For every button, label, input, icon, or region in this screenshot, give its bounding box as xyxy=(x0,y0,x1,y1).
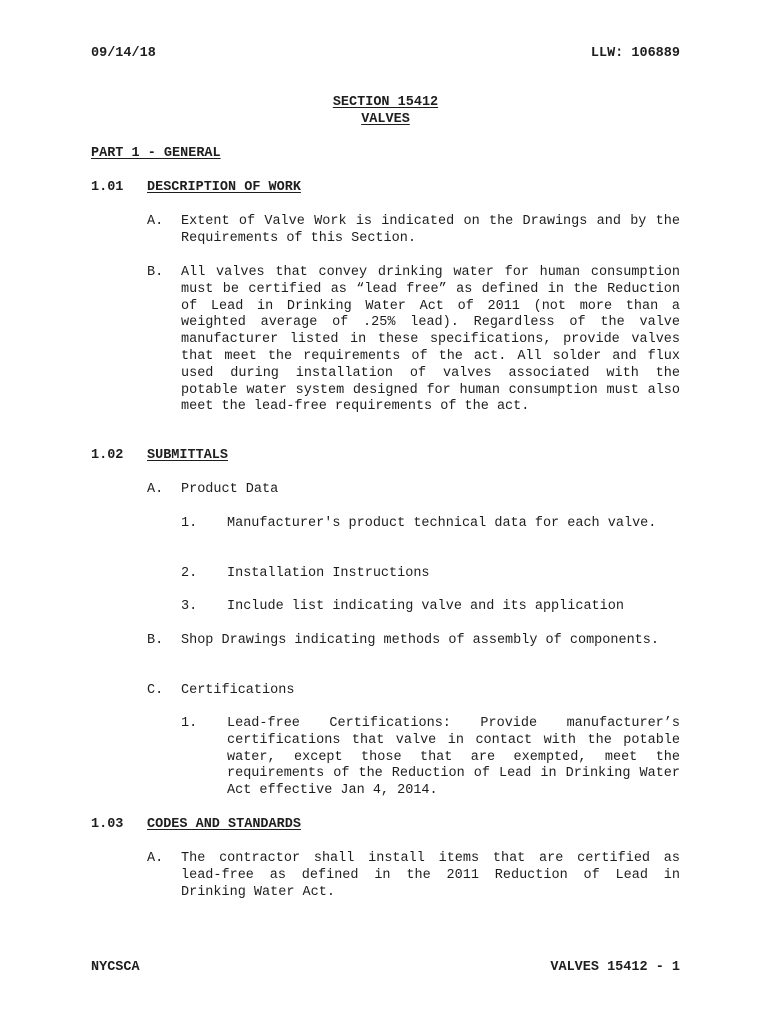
article-heading-1-02 xyxy=(91,448,228,465)
article-title: CODES AND STANDARDS xyxy=(147,817,301,832)
paragraph-text: Extent of Valve Work is indicated on the Drawings and by the Requirements of this Section. xyxy=(181,214,680,246)
page-footer xyxy=(91,960,680,977)
footer-org: NYCSCA xyxy=(91,960,140,975)
section-name-heading xyxy=(91,112,680,129)
paragraph-marker: A. xyxy=(147,214,164,229)
paragraph-text: All valves that convey drinking water for human consumption must be certified as “lead free” as defined in the Reduction of Lead in Drinking Water Act of 2011 (not more than a weighted average of .25% lead). Regardless of the valve manufacturer listed in these specifications, provide valves that meet the requirements of the act. All solder and flux used during installation of valves associated with the potable water system designed for human consumption must also meet the lead-free requirements of the act. xyxy=(181,265,680,415)
paragraph-marker: C. xyxy=(147,683,164,698)
list-item-text: Include list indicating valve and its application xyxy=(227,599,624,614)
paragraph-marker: B. xyxy=(147,265,164,280)
paragraph-text: Certifications xyxy=(181,683,295,698)
header-doc-id: LLW: 106889 xyxy=(590,46,680,61)
article-title: DESCRIPTION OF WORK xyxy=(147,180,301,195)
article-number: 1.01 xyxy=(91,180,124,195)
paragraph-text: The contractor shall install items that are certified as lead-free as defined in the 2011 Reduction of Lead in Drinking Water Act. xyxy=(181,851,680,900)
paragraph-marker: B. xyxy=(147,633,164,648)
paragraph-text: Shop Drawings indicating methods of assembly of components. xyxy=(181,633,659,648)
paragraph-marker: A. xyxy=(147,482,164,497)
list-item-text: Manufacturer's product technical data for each valve. xyxy=(227,516,657,531)
article-number: 1.03 xyxy=(91,817,124,832)
list-item-marker: 2. xyxy=(181,566,198,581)
article-title: SUBMITTALS xyxy=(147,448,229,463)
section-name: VALVES xyxy=(361,112,410,127)
part-heading: PART 1 - GENERAL xyxy=(91,146,221,161)
header-date: 09/14/18 xyxy=(91,46,156,61)
section-number-heading xyxy=(91,95,680,112)
list-item-marker: 1. xyxy=(181,716,198,731)
article-heading-1-01 xyxy=(91,180,301,197)
footer-page-id: VALVES 15412 - 1 xyxy=(550,960,680,975)
paragraph-text: Product Data xyxy=(181,482,279,497)
article-heading-1-03 xyxy=(91,817,301,834)
article-number: 1.02 xyxy=(91,448,124,463)
list-item-marker: 1. xyxy=(181,516,198,531)
paragraph-marker: A. xyxy=(147,851,164,866)
list-item-marker: 3. xyxy=(181,599,198,614)
page-header xyxy=(91,46,680,63)
list-item-text: Lead-free Certifications: Provide manufacturer’s certifications that valve in contact with the potable water, except those that are exempted, meet the requirements of the Reduction of Lead in Drinking Water Act effective Jan 4, 2014. xyxy=(227,716,680,799)
list-item-text: Installation Instructions xyxy=(227,566,430,581)
section-number: SECTION 15412 xyxy=(332,95,439,110)
